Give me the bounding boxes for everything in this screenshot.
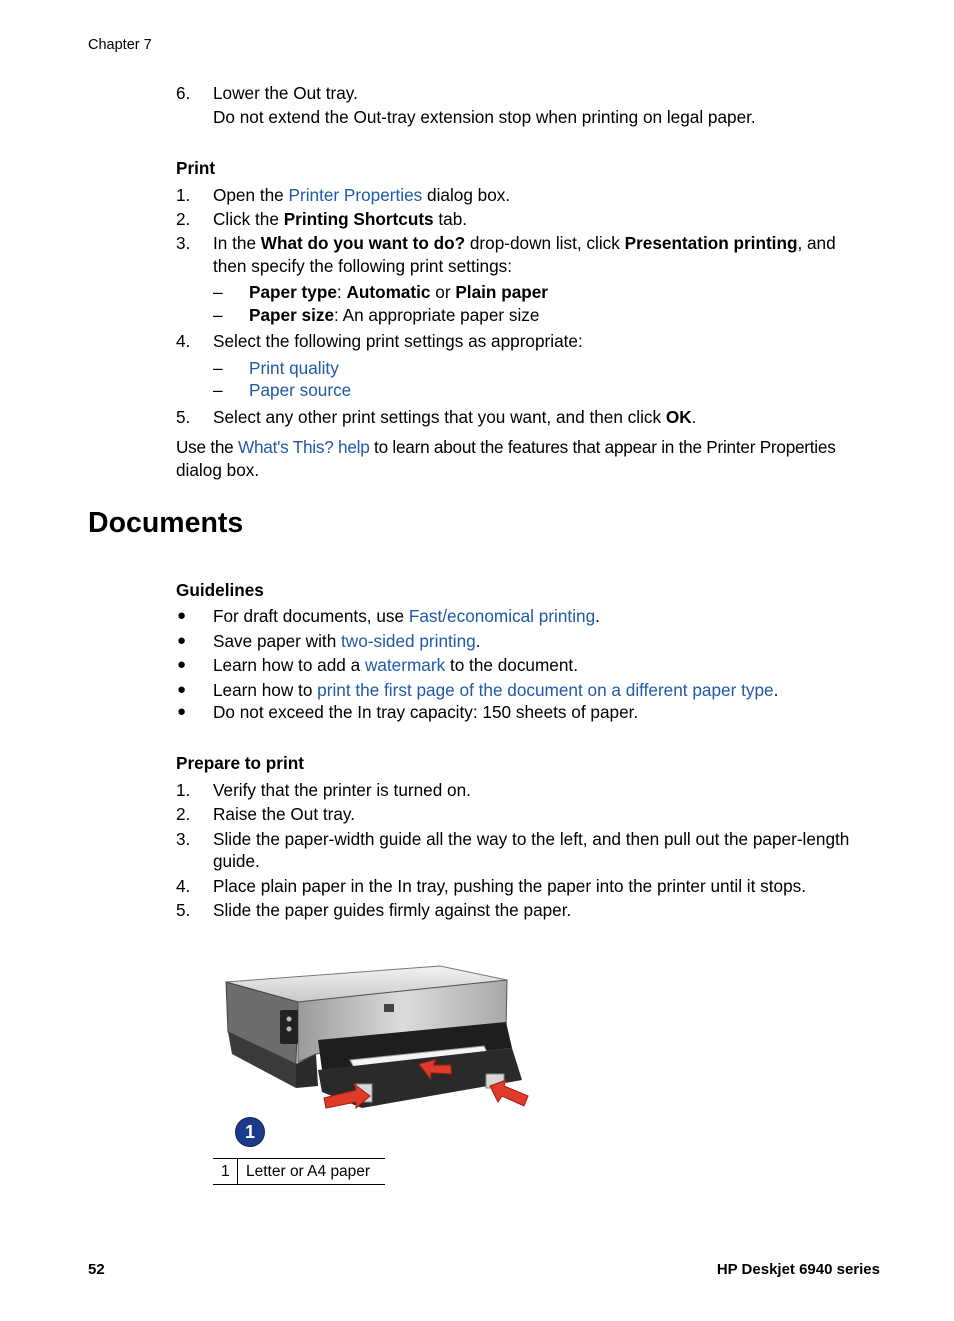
two-sided-printing-link[interactable]: two-sided printing xyxy=(341,631,476,651)
first-page-different-paper-link[interactable]: print the first page of the document on a different paper type xyxy=(317,680,774,700)
step-number: 5. xyxy=(176,407,191,427)
prepare-step: Place plain paper in the In tray, pushing the paper into the printer until it stops. xyxy=(213,876,807,896)
guidelines-heading: Guidelines xyxy=(176,580,264,600)
step-number: 4. xyxy=(176,331,191,351)
guideline-item: Learn how to print the first page of the document on a different paper type. xyxy=(213,680,779,700)
print-heading: Print xyxy=(176,158,216,178)
caption-divider xyxy=(237,1159,238,1184)
print-step-4: Select the following print settings as appropriate: xyxy=(213,331,583,351)
dash-marker: – xyxy=(213,380,223,400)
step-number: 3. xyxy=(176,233,191,253)
guideline-item: Do not exceed the In tray capacity: 150 sheets of paper. xyxy=(213,702,639,722)
step-number: 1. xyxy=(176,780,191,800)
bullet-icon: ● xyxy=(177,681,187,698)
caption-number: 1 xyxy=(221,1163,230,1180)
guideline-item: Learn how to add a watermark to the document. xyxy=(213,655,578,675)
page-number: 52 xyxy=(88,1261,105,1278)
guideline-item: Save paper with two-sided printing. xyxy=(213,631,481,651)
step-number: 5. xyxy=(176,900,191,920)
print-step-3: In the What do you want to do? drop-down list, click Presentation printing, and xyxy=(213,233,836,253)
prepare-heading: Prepare to print xyxy=(176,753,304,773)
step-note: Do not extend the Out-tray extension stop when printing on legal paper. xyxy=(213,107,756,127)
step-number: 1. xyxy=(176,185,191,205)
bullet-icon: ● xyxy=(177,703,187,720)
print-quality-link[interactable]: Print quality xyxy=(249,358,339,378)
dash-marker: – xyxy=(213,282,223,302)
print-step-1: Open the Printer Properties dialog box. xyxy=(213,185,511,205)
bullet-icon: ● xyxy=(177,632,187,649)
paper-size-setting: Paper size: An appropriate paper size xyxy=(249,305,540,325)
product-name: HP Deskjet 6940 series xyxy=(716,1261,880,1278)
print-step-2: Click the Printing Shortcuts tab. xyxy=(213,209,468,229)
step-number: 3. xyxy=(176,829,191,849)
step-text: Lower the Out tray. xyxy=(213,83,358,103)
print-step-3-cont: then specify the following print settings: xyxy=(213,256,513,276)
prepare-step: Slide the paper-width guide all the way to the left, and then pull out the paper-length xyxy=(213,829,850,849)
fast-economical-printing-link[interactable]: Fast/economical printing xyxy=(408,606,596,626)
prepare-step-cont: guide. xyxy=(213,851,260,871)
whats-this-help-link[interactable]: What's This? help xyxy=(238,437,370,457)
help-paragraph-cont: dialog box. xyxy=(176,460,260,480)
paper-type-setting: Paper type: Automatic or Plain paper xyxy=(249,282,548,302)
step-number: 6. xyxy=(176,83,191,103)
section-title: Documents xyxy=(88,507,244,539)
bullet-icon: ● xyxy=(177,656,187,673)
caption-text: Letter or A4 paper xyxy=(246,1163,371,1180)
chapter-label: Chapter 7 xyxy=(88,37,152,53)
watermark-link[interactable]: watermark xyxy=(364,655,446,675)
prepare-step: Slide the paper guides firmly against the paper. xyxy=(213,900,572,920)
bullet-icon: ● xyxy=(177,607,187,624)
dash-marker: – xyxy=(213,358,223,378)
step-number: 2. xyxy=(176,804,191,824)
paper-source-link[interactable]: Paper source xyxy=(249,380,352,400)
prepare-step: Raise the Out tray. xyxy=(213,804,356,824)
printer-properties-link[interactable]: Printer Properties xyxy=(288,185,423,205)
figure-caption-table xyxy=(213,1158,385,1185)
guideline-item: For draft documents, use Fast/economical printing. xyxy=(213,606,600,626)
dash-marker: – xyxy=(213,305,223,325)
callout-number: 1 xyxy=(235,1117,265,1147)
step-number: 2. xyxy=(176,209,191,229)
prepare-step: Verify that the printer is turned on. xyxy=(213,780,471,800)
step-number: 4. xyxy=(176,876,191,896)
printer-illustration xyxy=(222,962,534,1112)
help-paragraph: Use the What's This? help to learn about the features that appear in the Printer Properties xyxy=(176,437,836,457)
print-step-5: Select any other print settings that you want, and then click OK. xyxy=(213,407,697,427)
